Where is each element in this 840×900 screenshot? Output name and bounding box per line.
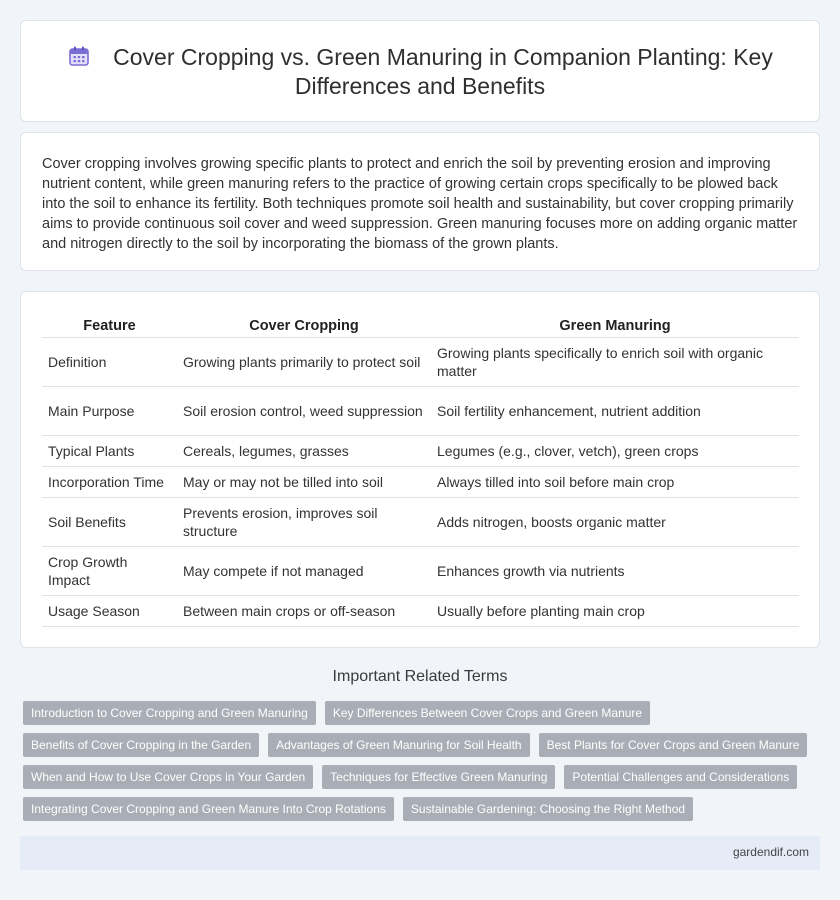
header-cover-cropping: Cover Cropping — [177, 314, 431, 337]
page-title-text: Cover Cropping vs. Green Manuring in Companion Planting: Key Differences and Benefits — [113, 44, 773, 99]
cover-cropping-cell: Cereals, legumes, grasses — [177, 435, 431, 466]
feature-cell: Typical Plants — [42, 435, 177, 466]
table-row — [42, 386, 799, 435]
feature-cell: Definition — [42, 337, 177, 386]
comparison-table — [42, 314, 799, 627]
feature-cell: Crop Growth Impact — [42, 546, 177, 595]
table-row — [42, 497, 799, 546]
site-name[interactable]: gardendif.com — [732, 845, 809, 859]
cover-cropping-cell: Between main crops or off-season — [177, 595, 431, 626]
tag-row — [23, 701, 813, 725]
table-row — [42, 466, 799, 497]
cover-cropping-cell: Soil erosion control, weed suppression — [177, 386, 431, 435]
related-term-tag[interactable]: Techniques for Effective Green Manuring — [322, 765, 555, 789]
related-term-tag[interactable]: Integrating Cover Cropping and Green Manure Into Crop Rotations — [23, 797, 394, 821]
table-row — [42, 546, 799, 595]
related-term-tag[interactable]: When and How to Use Cover Crops in Your Garden — [23, 765, 313, 789]
related-term-tag[interactable]: Potential Challenges and Considerations — [564, 765, 797, 789]
green-manuring-cell: Legumes (e.g., clover, vetch), green crops — [431, 435, 799, 466]
green-manuring-cell: Enhances growth via nutrients — [431, 546, 799, 595]
green-manuring-cell: Soil fertility enhancement, nutrient addition — [431, 386, 799, 435]
green-manuring-cell: Adds nitrogen, boosts organic matter — [431, 497, 799, 546]
header-feature: Feature — [42, 314, 177, 337]
cover-cropping-cell: May or may not be tilled into soil — [177, 466, 431, 497]
cover-cropping-cell: Growing plants primarily to protect soil — [177, 337, 431, 386]
calendar-icon — [67, 44, 91, 68]
related-term-tag[interactable]: Advantages of Green Manuring for Soil Health — [268, 733, 529, 757]
feature-cell: Soil Benefits — [42, 497, 177, 546]
feature-cell: Usage Season — [42, 595, 177, 626]
table-header-row — [42, 314, 799, 337]
related-term-tag[interactable]: Introduction to Cover Cropping and Green Manuring — [23, 701, 316, 725]
green-manuring-cell: Growing plants specifically to enrich soil with organic matter — [431, 337, 799, 386]
intro-card — [20, 132, 820, 271]
tag-row — [23, 765, 813, 789]
comparison-table-card — [20, 291, 820, 648]
feature-cell: Incorporation Time — [42, 466, 177, 497]
tag-row — [23, 797, 813, 821]
cover-cropping-cell: Prevents erosion, improves soil structure — [177, 497, 431, 546]
intro-paragraph: Cover cropping involves growing specific plants to protect and enrich the soil by preventing erosion and improving nutrient content, while green manuring refers to the practice of growing certain crops specifically to be plowed back into the soil to enhance its fertility. Both techniques promote soil health and sustainability, but cover cropping primarily aims to provide continuous soil cover and weed suppression. Green manuring focuses more on adding organic matter and nitrogen directly to the soil by incorporating the biomass of the grown plants. — [42, 156, 798, 252]
page-title — [61, 43, 779, 101]
related-term-tag[interactable]: Best Plants for Cover Crops and Green Manure — [539, 733, 808, 757]
header-card — [20, 20, 820, 122]
table-row — [42, 337, 799, 386]
green-manuring-cell: Always tilled into soil before main crop — [431, 466, 799, 497]
green-manuring-cell: Usually before planting main crop — [431, 595, 799, 626]
table-row — [42, 435, 799, 466]
tag-row — [23, 733, 813, 757]
related-terms-list — [23, 701, 813, 829]
feature-cell: Main Purpose — [42, 386, 177, 435]
related-term-tag[interactable]: Sustainable Gardening: Choosing the Right Method — [403, 797, 693, 821]
cover-cropping-cell: May compete if not managed — [177, 546, 431, 595]
footer — [20, 836, 820, 870]
related-term-tag[interactable]: Key Differences Between Cover Crops and Green Manure — [325, 701, 650, 725]
related-term-tag[interactable]: Benefits of Cover Cropping in the Garden — [23, 733, 259, 757]
table-row — [42, 595, 799, 626]
related-terms-title: Important Related Terms — [332, 668, 508, 685]
header-green-manuring: Green Manuring — [431, 314, 799, 337]
